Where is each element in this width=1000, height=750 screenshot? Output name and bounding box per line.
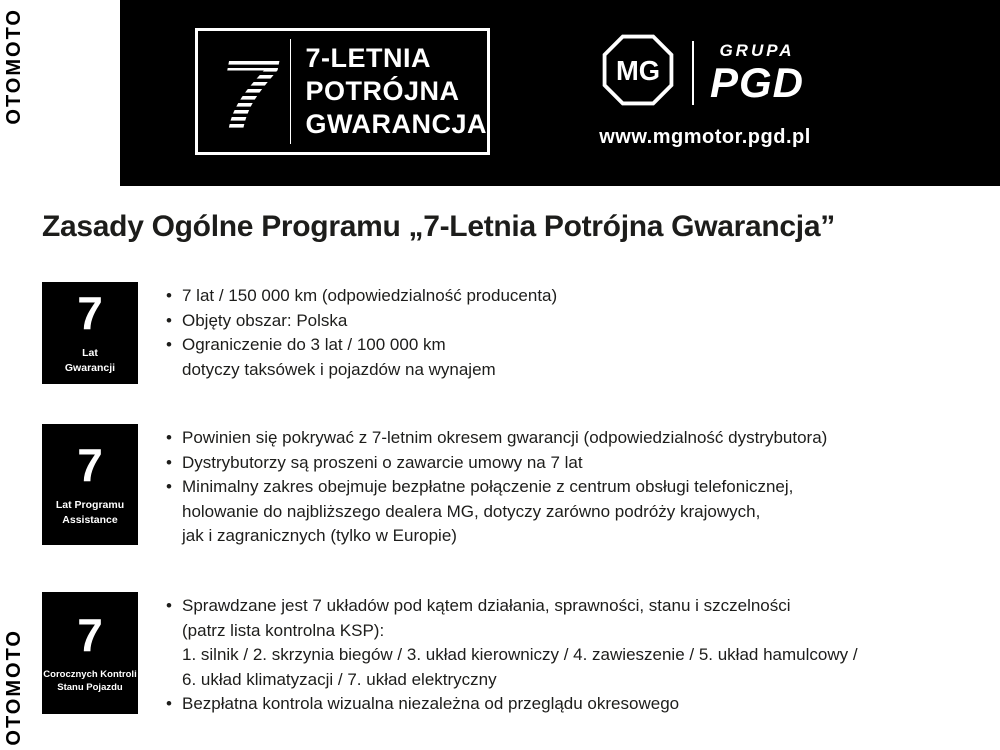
bullet-list [165, 284, 557, 382]
bullet-line: • Bezpłatna kontrola wizualna niezależna od przeglądu okresowego [165, 692, 858, 717]
badge-lat-gwarancji [42, 282, 138, 384]
continuation-line: holowanie do najbliższego dealera MG, dotyczy zarówno podróży krajowych, [182, 501, 761, 521]
mg-logo-icon [600, 32, 676, 113]
bullet-line: • Dystrybutorzy są proszeni o zawarcie umowy na 7 lat [165, 451, 827, 476]
grupa-label: GRUPA [719, 40, 795, 60]
badge-caption-line2: Gwarancji [64, 362, 116, 374]
otomoto-watermark-top: OTOMOTO [3, 8, 25, 125]
section-lat-programu-assistance [42, 424, 827, 549]
warranty-line-2: POTRÓJNA [305, 76, 460, 106]
badge-number: 7 [77, 438, 103, 491]
warranty-line-3: GWARANCJA [305, 109, 487, 139]
striped-seven-glyph: 7 [220, 39, 276, 144]
pgd-label: PGD [710, 58, 805, 106]
bullet-line: • Ograniczenie do 3 lat / 100 000 km [165, 333, 557, 358]
warranty-line-1: 7-LETNIA [305, 43, 431, 73]
badge-caption-line1: Lat Programu [55, 498, 125, 511]
bullet-list [165, 594, 858, 717]
continuation-line: 1. silnik / 2. skrzynia biegów / 3. układ kierowniczy / 4. zawieszenie / 5. układ hamulcowy / [182, 645, 858, 664]
continuation-line: dotyczy taksówek i pojazdów na wynajem [182, 359, 496, 379]
section-corocznych-kontroli [42, 592, 858, 717]
bullet-list [165, 426, 827, 549]
striped-seven-icon [198, 40, 290, 144]
otomoto-watermark-bottom: OTOMOTO [3, 629, 25, 746]
continuation-line: jak i zagranicznych (tylko w Europie) [182, 526, 457, 545]
bullet-line: • Sprawdzane jest 7 układów pod kątem działania, sprawności, stanu i szczelności [165, 594, 858, 619]
badge-caption-line1: Lat [82, 347, 98, 360]
badge-number: 7 [77, 287, 103, 340]
warranty-7-year-logo [195, 28, 490, 155]
section-lat-gwarancji [42, 282, 557, 384]
mg-logo-letters: MG [615, 54, 661, 86]
badge-caption-line2: Stanu Pojazdu [57, 682, 123, 693]
continuation-line: 6. układ klimatyzacji / 7. układ elektryczny [182, 669, 497, 689]
bullet-line: • Minimalny zakres obejmuje bezpłatne połączenie z centrum obsługi telefonicznej, [165, 475, 827, 500]
bullet-line: • 7 lat / 150 000 km (odpowiedzialność producenta) [165, 284, 557, 309]
bullet-line: • Objęty obszar: Polska [165, 309, 557, 334]
bullet-line: • Powinien się pokrywać z 7-letnim okresem gwarancji (odpowiedzialność dystrybutora) [165, 426, 827, 451]
badge-number: 7 [77, 608, 103, 661]
continuation-line: (patrz lista kontrolna KSP): [182, 620, 385, 640]
badge-lat-programu-assistance [42, 424, 138, 545]
brand-logos [600, 32, 804, 113]
warranty-logo-text [291, 42, 487, 141]
badge-caption-line1: Corocznych Kontroli [43, 668, 137, 680]
grupa-pgd-logo [710, 41, 804, 105]
website-url: www.mgmotor.pgd.pl [599, 126, 811, 148]
badge-caption-line2: Assistance [62, 513, 118, 526]
brand-divider [692, 41, 694, 105]
header [120, 0, 1000, 186]
badge-corocznych-kontroli [42, 592, 138, 714]
page-title: Zasady Ogólne Programu „7-Letnia Potrójna Gwarancja” [42, 210, 835, 243]
